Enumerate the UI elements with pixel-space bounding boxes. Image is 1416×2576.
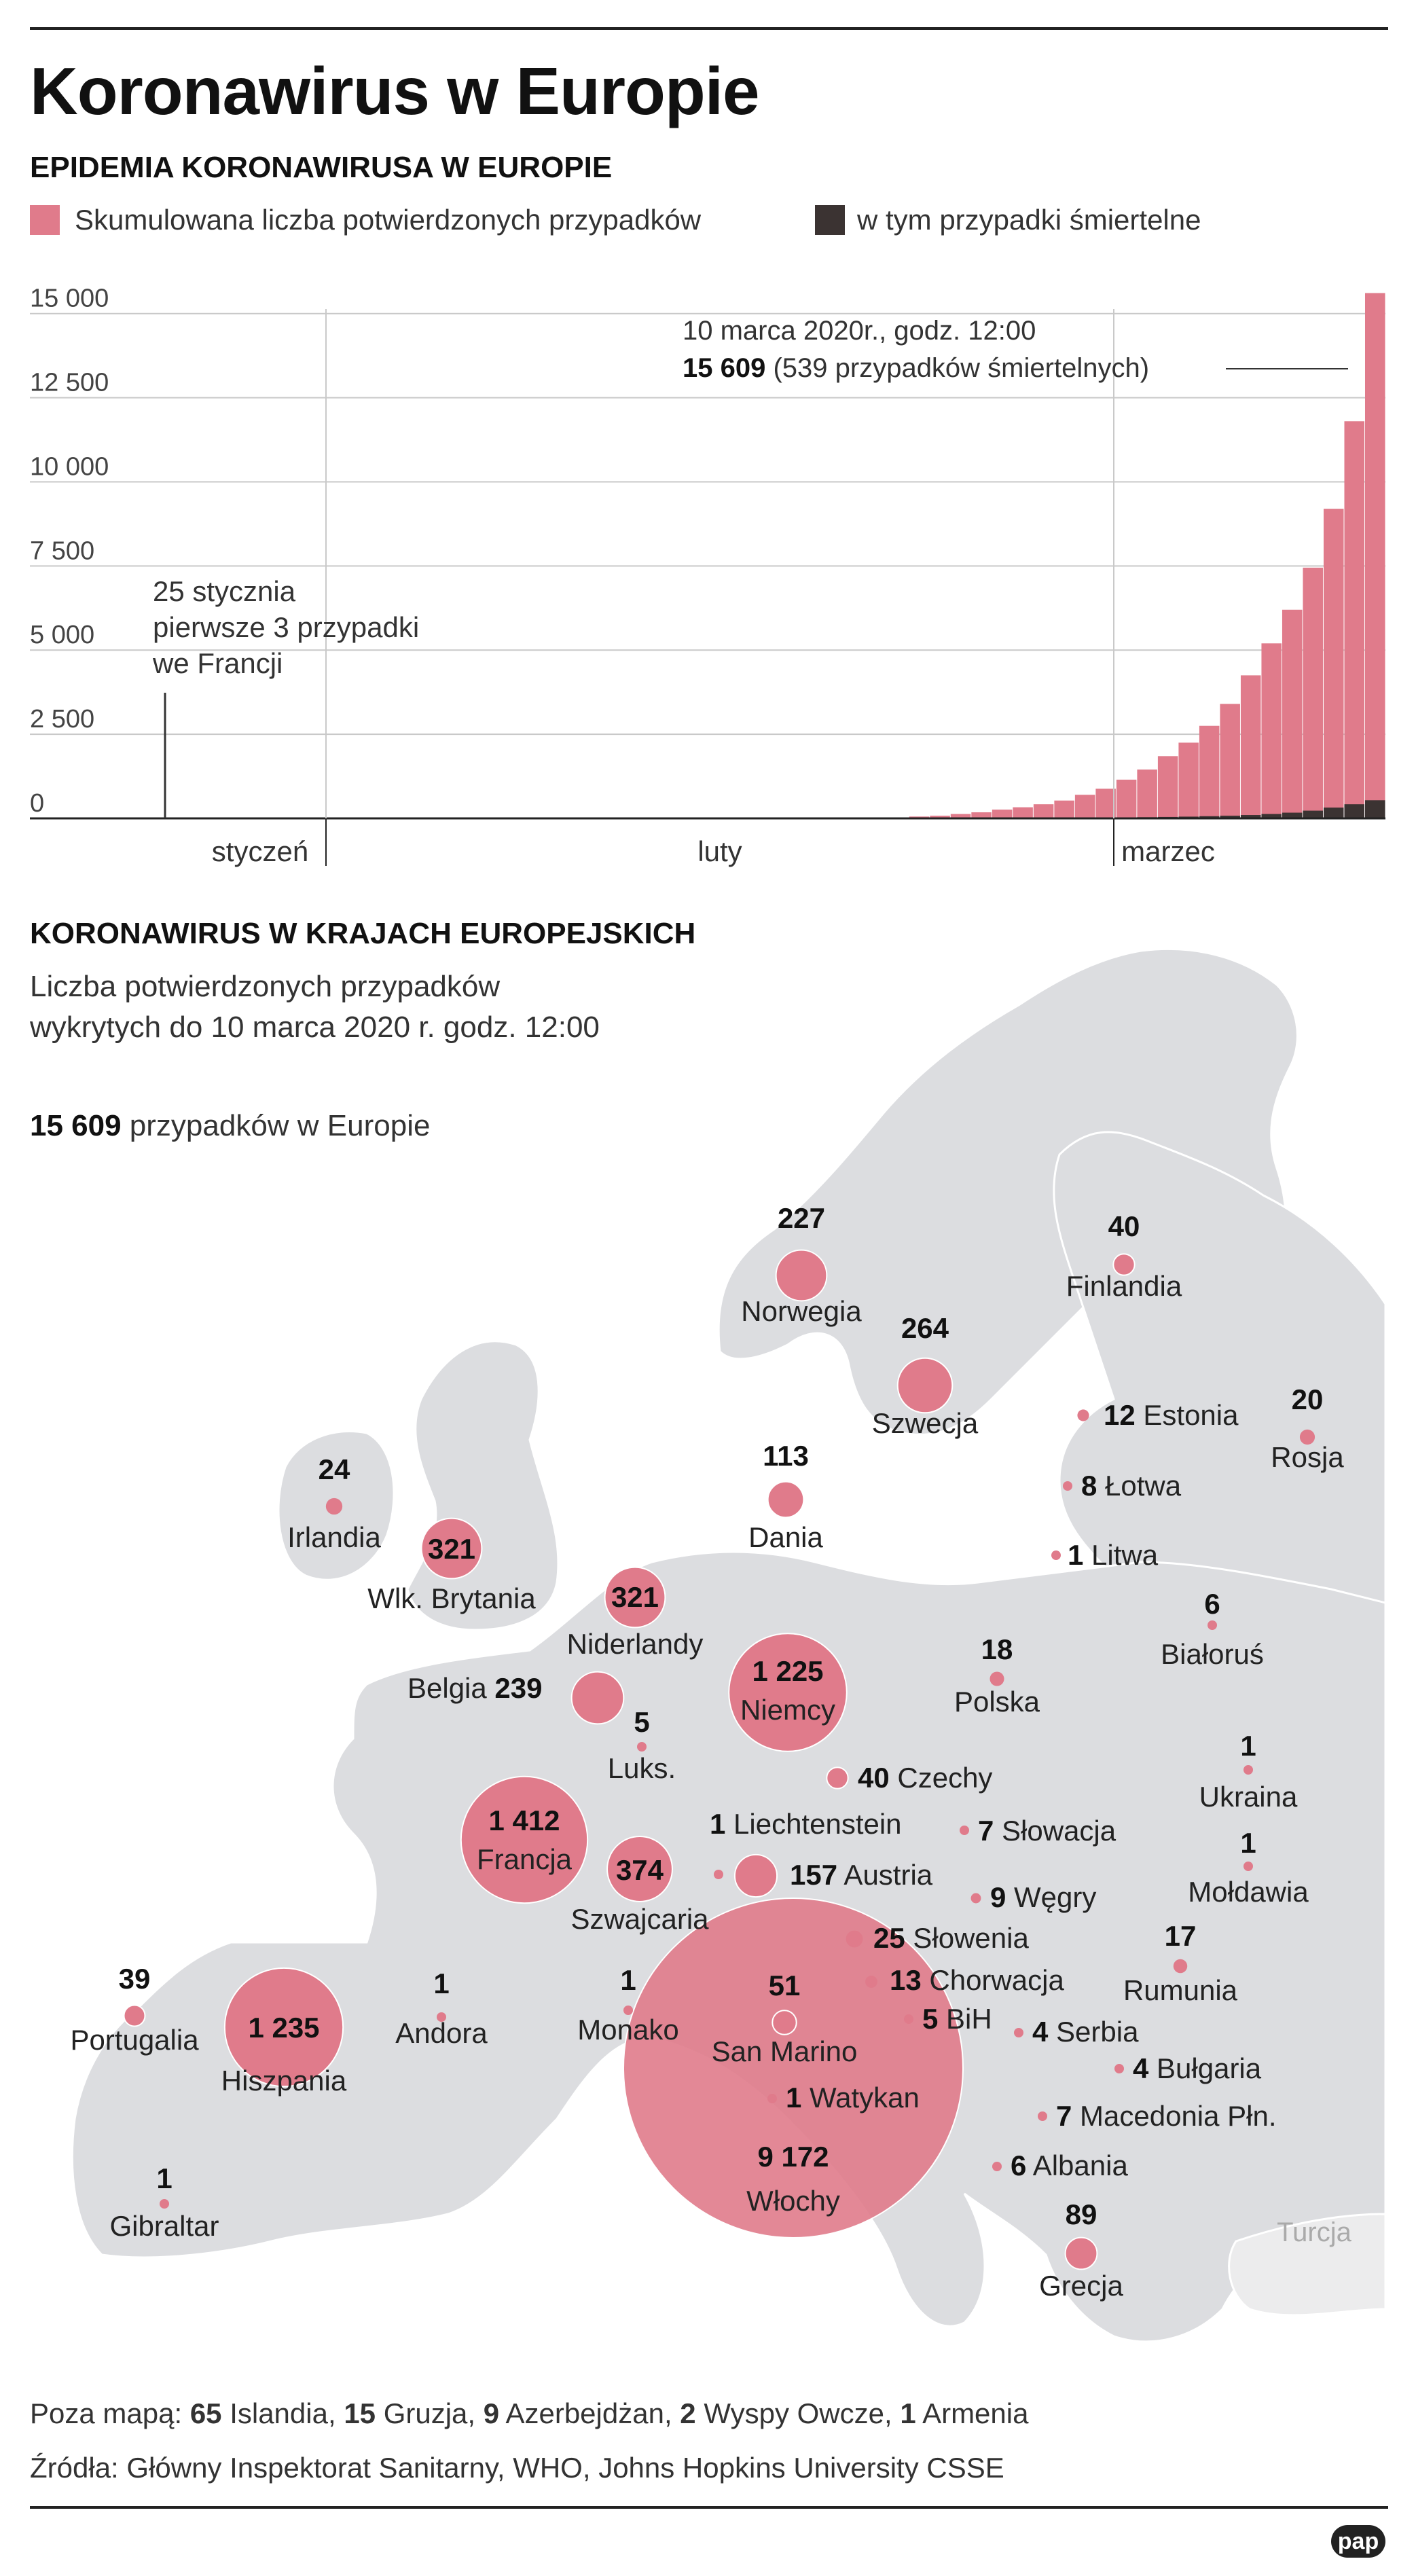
country-name: Polska [954,1686,1040,1718]
cases-bar [1220,704,1240,818]
top-rule [30,27,1388,30]
country-name: Andora [395,2017,488,2049]
country-name: Portugalia [70,2024,199,2056]
month-label: marzec [1121,835,1215,867]
country-name: San Marino [711,2035,858,2067]
country-value: 1 412 [488,1804,560,1836]
cases-bar [1178,743,1199,818]
sources: Źródła: Główny Inspektorat Sanitarny, WHO, Johns Hopkins University CSSE [30,2452,1004,2484]
turkey-label: Turcja [1277,2217,1351,2247]
bubble [1243,1862,1253,1871]
country-value: 1 [1240,1827,1256,1859]
bubble [846,1931,863,1948]
bubble [714,1870,723,1879]
country-value: 227 [777,1202,826,1234]
country-value: 18 [981,1633,1013,1665]
legend-cases-label: Skumulowana liczba potwierdzonych przypadków [75,204,702,236]
country-name: Szwecja [871,1407,979,1439]
cases-bar [1344,421,1364,818]
cases-bar [992,810,1013,818]
outside-name: Azerbejdżan [505,2397,664,2429]
country-label: 25 Słowenia [873,1922,1029,1954]
country-value: 1 [433,1967,450,1999]
bubble [990,1671,1004,1686]
country-name: Niemcy [740,1694,836,1726]
cases-bar [1365,293,1385,818]
outside-name: Islandia [230,2397,328,2429]
deaths-bar [1303,811,1323,818]
bubble [1051,1550,1061,1560]
country-value: 24 [318,1453,350,1485]
bubble [1038,2111,1047,2121]
bubble [772,2010,796,2034]
country-value: 89 [1065,2198,1097,2230]
epidemic-chart [0,272,1416,883]
cases-bar [1054,801,1074,818]
y-tick-label: 5 000 [30,621,95,650]
country-name: Norwegia [741,1295,862,1327]
country-value: 374 [615,1854,664,1886]
deaths-bar [1365,800,1385,818]
bubble [904,2014,913,2024]
country-name: Rosja [1271,1441,1344,1473]
legend-cases-swatch [30,205,60,235]
map-section-title: KORONAWIRUS W KRAJACH EUROPEJSKICH [30,917,696,950]
map-subtitle-line2: wykrytych do 10 marca 2020 r. godz. 12:00 [30,1011,600,1044]
country-value: 40 [1108,1210,1140,1242]
europe-map [0,896,1416,2357]
y-tick-label: 7 500 [30,537,95,566]
outside-prefix: Poza mapą: [30,2397,183,2429]
country-name: Wlk. Brytania [367,1582,536,1614]
country-label: 6 Albania [1011,2149,1128,2181]
bubble [971,1893,981,1904]
country-value: 1 225 [752,1655,824,1687]
bubble [637,1742,647,1752]
country-label: Belgia 239 [407,1672,543,1704]
bubble [729,1633,847,1752]
country-label: 40 Czechy [858,1762,993,1794]
country-name: Monako [577,2014,679,2046]
pap-logo: pap [1331,2525,1385,2558]
cases-bar [1095,788,1116,818]
country-name: Dania [748,1521,823,1553]
country-label: 4 Bułgaria [1133,2052,1262,2084]
cases-bar [1303,568,1323,818]
country-value: 5 [634,1706,650,1738]
cases-bar [1324,509,1344,818]
y-tick-label: 2 500 [30,705,95,734]
country-value: 1 235 [248,2012,320,2044]
country-label: 9 Węgry [990,1881,1097,1913]
bubble [1114,2064,1124,2073]
bubble [326,1498,342,1514]
bubble [572,1672,624,1724]
country-value: 6 [1204,1588,1220,1620]
country-name: Włochy [746,2185,840,2217]
bubble [124,2006,145,2027]
country-name: Luks. [607,1752,676,1784]
bubble [1066,2238,1097,2270]
outside-name: Gruzja [383,2397,468,2429]
country-name: Irlandia [287,1521,381,1553]
country-label: 7 Macedonia Płn. [1056,2100,1277,2132]
bubble [1077,1409,1089,1421]
country-name: Rumunia [1123,1974,1238,2006]
legend-deaths-label: w tym przypadki śmiertelne [857,204,1201,236]
y-tick-label: 10 000 [30,452,109,482]
country-value: 20 [1291,1383,1324,1415]
country-label: 7 Słowacja [978,1815,1117,1847]
cases-bar [1241,675,1261,818]
outside-value: 15 [344,2397,376,2429]
country-label: 1 Watykan [786,2082,920,2114]
outside-name: Armenia [922,2397,1029,2429]
bubble [776,1250,827,1301]
outside-map-line: Poza mapą: 65 Islandia, 15 Gruzja, 9 Azerbejdżan, 2 Wyspy Owcze, 1 Armenia [30,2397,1029,2429]
country-name: Finlandia [1066,1270,1182,1302]
country-label: 4 Serbia [1032,2016,1139,2048]
country-name: Ukraina [1199,1781,1298,1813]
country-label: 157 Austria [790,1859,933,1891]
cases-bar [1075,795,1095,818]
country-value: 1 [156,2162,173,2194]
bubble [768,1482,804,1518]
outside-value: 65 [189,2397,222,2429]
bubble [735,1855,777,1897]
country-value: 321 [427,1533,476,1565]
bubble [865,1976,877,1988]
annotation-first-cases: we Francji [153,647,283,679]
country-name: Mołdawia [1188,1876,1309,1908]
bubble [1014,2028,1023,2037]
country-label: 5 BiH [922,2003,992,2035]
bubble [898,1358,953,1413]
legend-deaths-swatch [815,205,845,235]
annotation-first-cases: 25 stycznia [153,575,296,607]
cases-bar [1261,643,1282,818]
cases-bar [1199,726,1220,818]
cases-bar [1034,804,1054,818]
country-value: 51 [768,1970,801,2001]
country-label: 13 Chorwacja [890,1964,1064,1996]
y-tick-label: 0 [30,789,45,818]
bubble [461,1777,587,1903]
country-value: 1 [1240,1730,1256,1762]
country-name: Grecja [1039,2270,1123,2302]
cases-bar [1013,808,1033,818]
page-title: Koronawirus w Europie [30,54,759,128]
chart-section-title: EPIDEMIA KORONAWIRUSA W EUROPIE [30,151,613,184]
y-tick-label: 12 500 [30,368,109,397]
cases-bar [1282,610,1303,818]
annotation-total: 15 609 (539 przypadków śmiertelnych) [683,353,1150,383]
country-name: Gibraltar [109,2210,219,2242]
country-value: 9 172 [757,2141,829,2173]
country-value: 264 [901,1312,949,1344]
month-label: luty [697,835,742,867]
deaths-bar [1344,804,1364,818]
country-value: 113 [763,1440,809,1472]
bottom-rule [30,2506,1388,2509]
country-name: Białoruś [1161,1638,1264,1670]
bubble [1063,1481,1072,1491]
country-value: 39 [118,1963,151,1995]
month-label: styczeń [211,835,309,867]
bubble [1208,1620,1217,1630]
cases-bar [1117,780,1137,818]
europe-total: 15 609 przypadków w Europie [30,1109,431,1142]
country-name: Szwajcaria [570,1903,709,1935]
country-name: Francja [476,1843,573,1875]
bubble [1174,1959,1187,1973]
country-label: 12 Estonia [1104,1399,1239,1431]
bubble [160,2199,169,2209]
country-value: 321 [611,1581,659,1613]
bubble [992,2162,1002,2171]
cases-bar [1137,769,1157,818]
cases-bar [1158,756,1178,818]
y-tick-label: 15 000 [30,284,109,313]
bubble [767,2094,777,2103]
outside-value: 2 [680,2397,696,2429]
bubble [960,1826,969,1835]
country-label: 1 Litwa [1068,1539,1159,1571]
country-value: 1 [620,1964,636,1996]
annotation-first-cases: pierwsze 3 przypadki [153,611,420,643]
country-name: Niderlandy [566,1628,704,1660]
annotation-date: 10 marca 2020r., godz. 12:00 [683,316,1036,346]
country-value: 17 [1164,1920,1197,1952]
bubble [1243,1765,1253,1775]
outside-value: 1 [900,2397,916,2429]
country-label: 8 Łotwa [1081,1470,1182,1502]
outside-name: Wyspy Owcze [704,2397,884,2429]
map-subtitle-line1: Liczba potwierdzonych przypadków [30,970,501,1003]
deaths-bar [1324,808,1344,818]
outside-value: 9 [483,2397,500,2429]
country-name: Hiszpania [221,2065,347,2097]
bubble [827,1767,848,1788]
country-label: 1 Liechtenstein [710,1808,902,1840]
